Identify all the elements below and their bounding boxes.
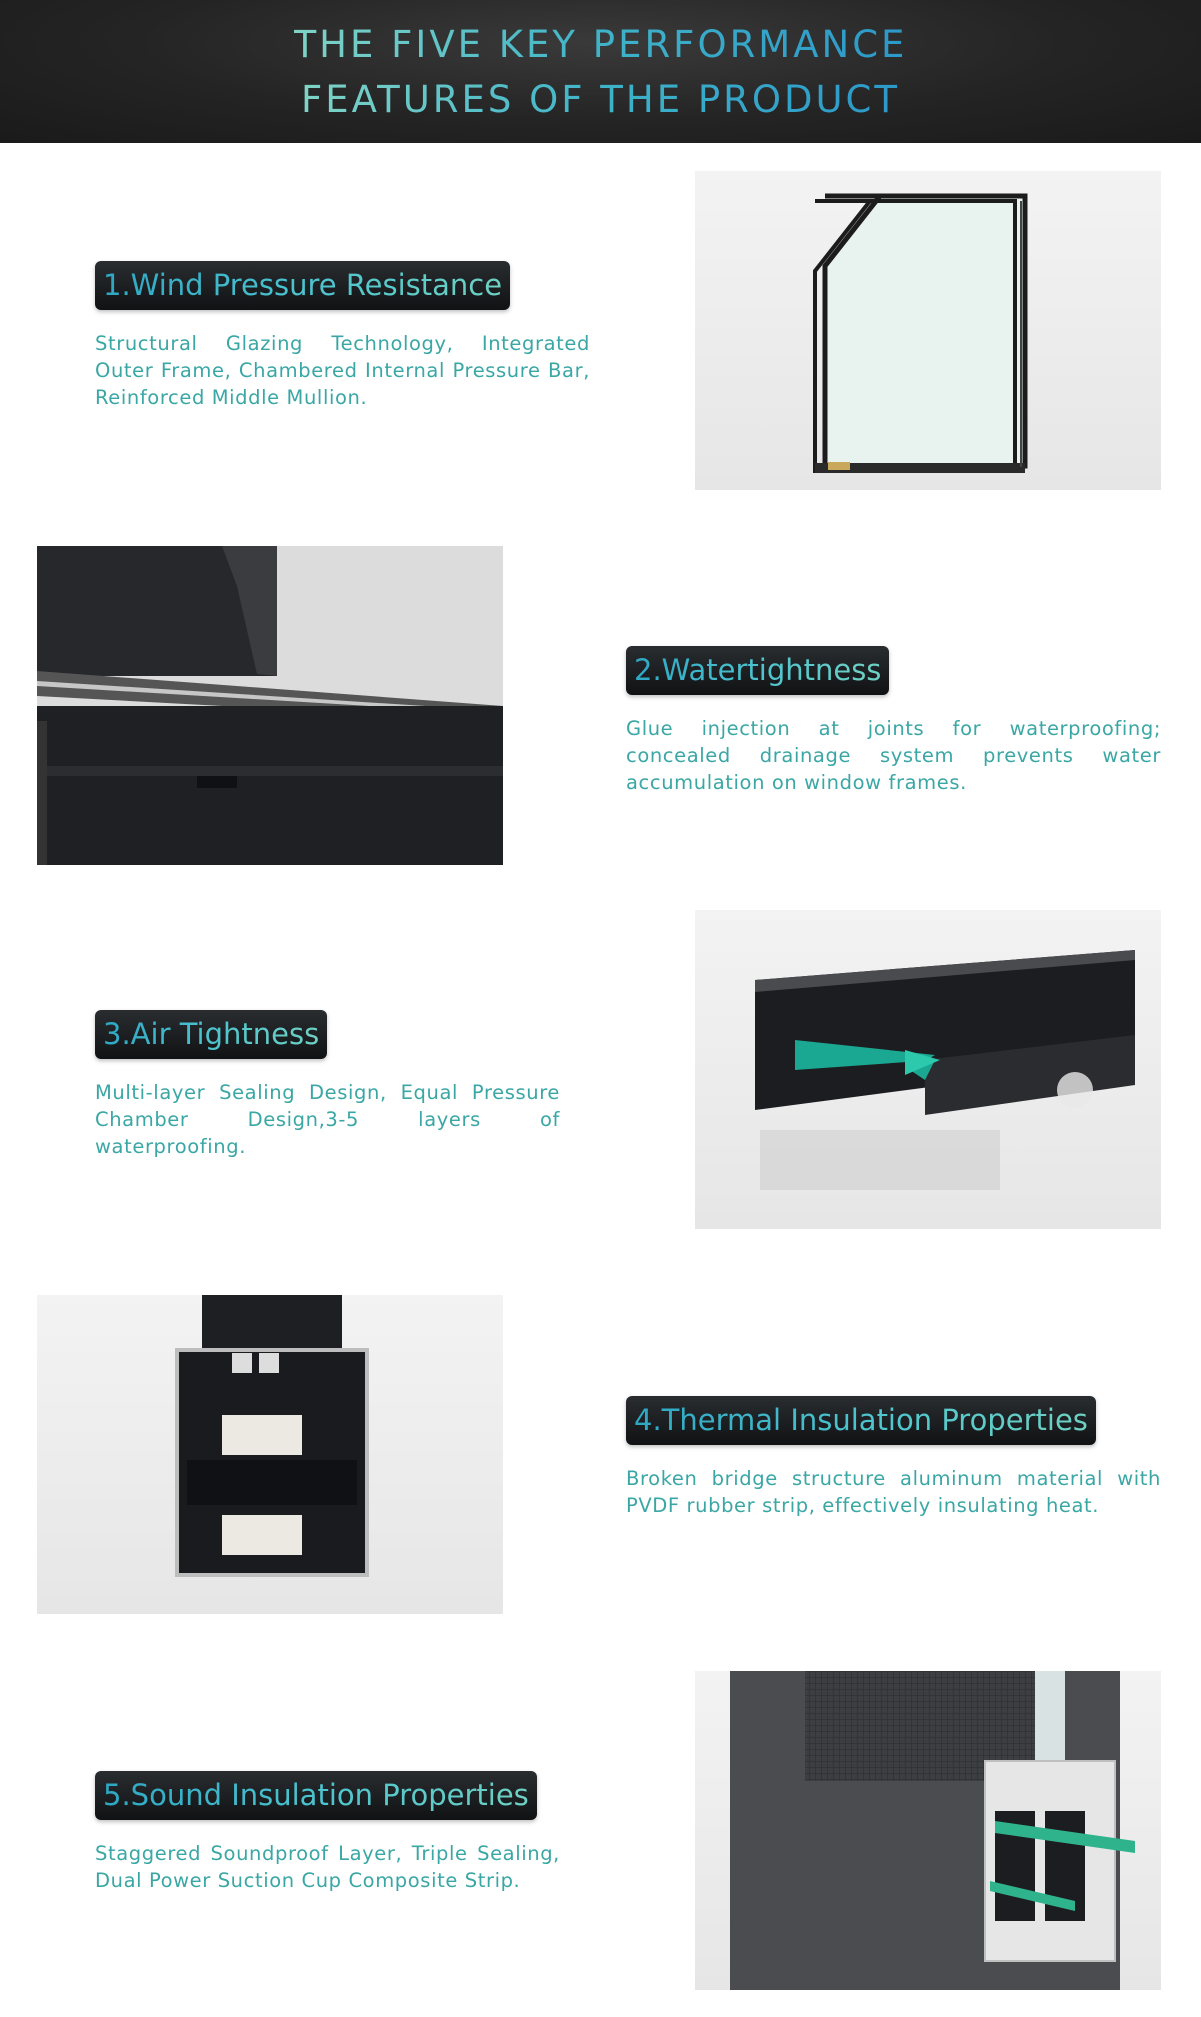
feature-description: Staggered Soundproof Layer, Triple Sealing, Dual Power Suction Cup Composite Strip. — [95, 1842, 560, 1892]
glass-panel-image — [695, 171, 1161, 490]
feature-title-pill — [95, 261, 510, 310]
header-title-line1: THE FIVE KEY PERFORMANCE — [294, 17, 908, 72]
window-drainage-image — [37, 546, 503, 865]
thermal-profile-image — [37, 1295, 503, 1614]
feature-description: Broken bridge structure aluminum material with PVDF rubber strip, effectively insulating heat. — [626, 1467, 1161, 1517]
feature-sound-insulation — [95, 1771, 560, 1894]
feature-description: Multi-layer Sealing Design, Equal Pressure Chamber Design,3-5 layers of waterproofing. — [95, 1081, 560, 1158]
airflow-profile-illustration — [695, 910, 1161, 1229]
feature-title-pill — [626, 646, 889, 695]
feature-title: 3.Air Tightness — [103, 1017, 320, 1051]
feature-description: Structural Glazing Technology, Integrated Outer Frame, Chambered Internal Pressure Bar, Reinforced Middle Mullion. — [95, 332, 590, 409]
feature-title-pill — [95, 1010, 327, 1059]
sound-profile-illustration — [695, 1671, 1161, 1990]
airflow-profile-image — [695, 910, 1161, 1229]
feature-wind-pressure — [95, 261, 590, 411]
feature-title: 5.Sound Insulation Properties — [103, 1778, 529, 1812]
glass-panel-illustration — [695, 171, 1161, 490]
header-title-line2: FEATURES OF THE PRODUCT — [301, 72, 900, 127]
feature-title: 4.Thermal Insulation Properties — [634, 1403, 1088, 1437]
feature-title-pill — [95, 1771, 537, 1820]
feature-title: 1.Wind Pressure Resistance — [103, 268, 503, 302]
feature-title-pill — [626, 1396, 1096, 1445]
feature-description: Glue injection at joints for waterproofing; concealed drainage system prevents water accumulation on window frames. — [626, 717, 1161, 794]
thermal-profile-illustration — [37, 1295, 503, 1614]
feature-watertightness — [626, 646, 1161, 796]
window-drainage-illustration — [37, 546, 503, 865]
feature-thermal-insulation — [626, 1396, 1161, 1519]
header-banner — [0, 0, 1201, 143]
feature-air-tightness — [95, 1010, 560, 1160]
sound-profile-image — [695, 1671, 1161, 1990]
feature-title: 2.Watertightness — [634, 653, 882, 687]
